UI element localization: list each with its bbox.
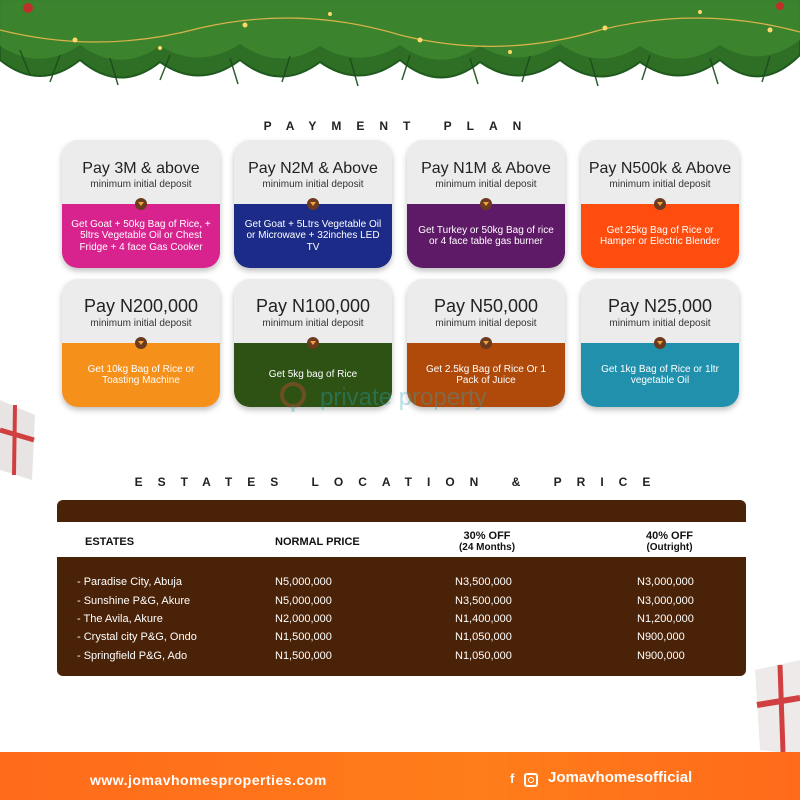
chevron-down-icon	[480, 198, 492, 210]
payment-plan-title: PAYMENT PLAN	[263, 119, 537, 133]
watermark	[278, 380, 528, 416]
plan-card-1m	[407, 140, 565, 268]
plan-reward: Get 5kg bag of Rice	[234, 343, 392, 407]
plan-amount: Pay 3M & above	[82, 160, 200, 177]
plan-amount: Pay N200,000	[83, 296, 199, 316]
price-40-off: N900,000	[637, 631, 685, 643]
header-30-off-label: 30% OFF	[463, 530, 511, 542]
estate-name: - Paradise City, Abuja	[77, 576, 182, 588]
header-40-off-note: (Outright)	[646, 542, 693, 553]
plan-reward: Get 2.5kg Bag of Rice Or 1 Pack of Juice	[407, 343, 565, 407]
normal-price: N5,000,000	[275, 576, 332, 588]
table-row	[57, 576, 746, 594]
instagram-icon[interactable]	[524, 773, 538, 787]
plan-reward: Get Goat + 50kg Bag of Rice, + 5ltrs Vegetable Oil or Chest Fridge + 4 face Gas Cooker	[62, 204, 220, 268]
price-30-off: N1,400,000	[455, 613, 512, 625]
chevron-down-icon	[307, 198, 319, 210]
price-30-off: N1,050,000	[455, 631, 512, 643]
footer-bar	[0, 752, 800, 800]
plan-subtitle: minimum initial deposit	[262, 179, 364, 190]
table-row	[57, 631, 746, 649]
plan-reward: Get Goat + 5Ltrs Vegetable Oil or Microwave + 32inches LED TV	[234, 204, 392, 268]
plan-amount: Pay N100,000	[255, 296, 371, 316]
header-estates: ESTATES	[85, 536, 135, 548]
table-row	[57, 650, 746, 668]
plan-card-200k	[62, 279, 220, 407]
plan-card-500k	[581, 140, 739, 268]
website-link[interactable]: www.jomavhomesproperties.com	[90, 772, 327, 788]
normal-price: N1,500,000	[275, 631, 332, 643]
estate-name: - Springfield P&G, Ado	[77, 650, 188, 662]
price-30-off: N1,050,000	[455, 650, 512, 662]
plan-subtitle: minimum initial deposit	[609, 318, 711, 329]
estates-title: ESTATES LOCATION & PRICE	[134, 475, 666, 489]
price-30-off: N3,500,000	[455, 595, 512, 607]
plan-card-3m	[62, 140, 220, 268]
price-40-off: N3,000,000	[637, 595, 694, 607]
price-40-off: N900,000	[637, 650, 685, 662]
estate-name: - The Avila, Akure	[77, 613, 163, 625]
plan-reward: Get 10kg Bag of Rice or Toasting Machine	[62, 343, 220, 407]
plan-card-25k	[581, 279, 739, 407]
chevron-down-icon	[135, 337, 147, 349]
header-30-off-note: (24 Months)	[458, 542, 516, 553]
normal-price: N1,500,000	[275, 650, 332, 662]
plan-amount: Pay N50,000	[433, 296, 539, 316]
gift-box-right-decoration	[745, 660, 800, 755]
chevron-down-icon	[307, 337, 319, 349]
table-row	[57, 613, 746, 631]
price-40-off: N1,200,000	[637, 613, 694, 625]
plan-reward: Get Turkey or 50kg Bag of rice or 4 face table gas burner	[407, 204, 565, 268]
plan-amount: Pay N2M & Above	[248, 160, 378, 177]
watermark-text: private property	[320, 384, 487, 411]
location-pin-icon	[278, 382, 308, 412]
chevron-down-icon	[654, 337, 666, 349]
estate-name: - Crystal city P&G, Ondo	[77, 631, 197, 643]
plan-subtitle: minimum initial deposit	[435, 179, 537, 190]
christmas-garland-decoration	[0, 0, 800, 95]
plan-amount: Pay N1M & Above	[421, 160, 551, 177]
estates-price-table	[57, 500, 746, 676]
plan-card-2m	[234, 140, 392, 268]
price-40-off: N3,000,000	[637, 576, 694, 588]
plan-reward: Get 25kg Bag of Rice or Hamper or Electric Blender	[581, 204, 739, 268]
header-40-off-label: 40% OFF	[645, 530, 694, 542]
plan-amount: Pay N25,000	[607, 296, 713, 316]
plan-subtitle: minimum initial deposit	[435, 318, 537, 329]
gift-box-left-decoration	[0, 395, 40, 485]
plan-subtitle: minimum initial deposit	[609, 179, 711, 190]
facebook-icon[interactable]: f	[510, 771, 515, 786]
social-handle-text: Jomavhomesofficial	[548, 769, 693, 786]
table-header	[57, 522, 746, 557]
estate-name: - Sunshine P&G, Akure	[77, 595, 191, 607]
header-normal-price: NORMAL PRICE	[275, 536, 360, 548]
price-30-off: N3,500,000	[455, 576, 512, 588]
table-row	[57, 595, 746, 613]
plan-subtitle: minimum initial deposit	[90, 318, 192, 329]
chevron-down-icon	[135, 198, 147, 210]
plan-subtitle: minimum initial deposit	[262, 318, 364, 329]
plan-reward: Get 1kg Bag of Rice or 1ltr vegetable Oil	[581, 343, 739, 407]
normal-price: N2,000,000	[275, 613, 332, 625]
header-40-off	[627, 531, 712, 553]
plan-amount: Pay N500k & Above	[588, 160, 732, 177]
normal-price: N5,000,000	[275, 595, 332, 607]
chevron-down-icon	[480, 337, 492, 349]
chevron-down-icon	[654, 198, 666, 210]
header-30-off	[442, 531, 532, 553]
plan-subtitle: minimum initial deposit	[90, 179, 192, 190]
